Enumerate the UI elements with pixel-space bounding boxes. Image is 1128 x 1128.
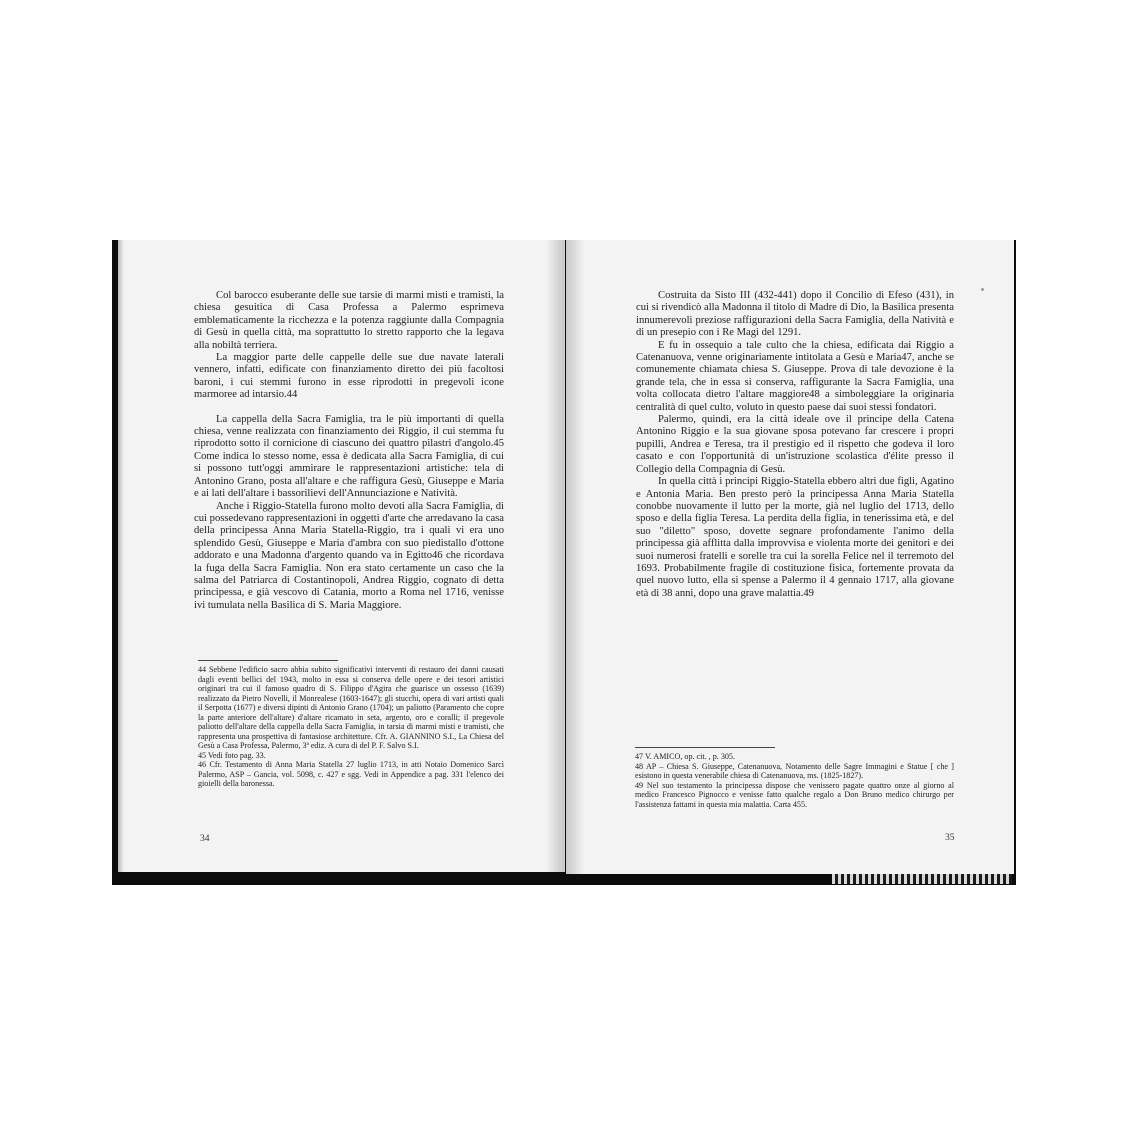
left-page	[118, 240, 565, 872]
left-footnotes	[198, 665, 504, 789]
gutter-shadow	[566, 240, 584, 874]
footnote: 46 Cfr. Testamento di Anna Maria Statella 27 luglio 1713, in atti Notaio Domenico Sarcì Palermo, ASP – Gancia, vol. 5098, c. 427 e sgg. Vedi in Appendice a pag. 331 l'elenco dei gioielli della baronessa.	[198, 760, 504, 788]
paragraph: Anche i Riggio-Statella furono molto devoti alla Sacra Famiglia, di cui possedevano rappresentazioni in oggetti d'arte che arredavano la casa della principessa Anna Maria Statella-Riggio, tra i quali vi era uno splendido Gesù, Giuseppe e Maria d'ambra con suo piedistallo d'ottone addorato e una Madonna d'argento quando va in Egitto46 che ricordava la fuga della Sacra Famiglia. Non era stato certamente un caso che la salma del Patriarca di Costantinopoli, Andrea Riggio, cognato di detta principessa, e già vescovo di Catania, morto a Roma nel 1716, venisse ivi tumulata nella Basilica di S. Maria Maggiore.	[194, 500, 504, 611]
paragraph: La maggior parte delle cappelle delle sue due navate laterali vennero, infatti, edificate con finanziamento diretto dei più facoltosi baroni, i cui stemmi furono in esse riprodotti in pregevoli icone marmoree ad intarsio.44	[194, 352, 504, 401]
paragraph: E fu in ossequio a tale culto che la chiesa, edificata dai Riggio a Catenanuova, venne originariamente intitolata a Gesù e Maria47, anche se comunemente chiamata chiesa S. Giuseppe. Prova di tale devozione è la grande tela, che in essa si conserva, raffigurante la Sacra Famiglia, una volta collocata dietro l'altare maggiore48 a simboleggiare la originaria centralità di quel culto, voluto in questo paese dai suoi stessi fondatori.	[636, 339, 954, 413]
footnote: 47 V. AMICO, op. cit. , p. 305.	[635, 752, 735, 761]
page-edge-shadow	[118, 240, 124, 872]
gutter-shadow	[546, 240, 564, 872]
paragraph: Col barocco esuberante delle sue tarsie di marmi misti e tramisti, la chiesa gesuitica di Casa Professa a Palermo esprimeva emblematicamente la ricchezza e la potenza raggiunte dalla Compagnia di Gesù in quella città, ma soprattutto lo stretto rapporto che la legava alla nobiltà terriera.	[194, 290, 504, 351]
footnote: 44 Sebbene l'edificio sacro abbia subito significativi interventi di restauro dei danni causati dagli eventi bellici del 1943, molto in essa si conserva delle opere e dei tesori artistici originari tra cui il famoso quadro di S. Filippo d'Agira che guarisce un ossesso (1639) realizzato da Pietro Novelli, il Monrealese (1603-1647); gli stucchi, opera di vari artisti quali il Serpotta (1677) e diversi dipinti di Antonio Grano (1704); un paliotto (Paramento che copre la parte anteriore dell'altare) d'altare ricamato in seta, argento, oro e coralli; il pregevole paliotto dell'altare della cappella della Sacra Famiglia, in tarsia di marmi misti e tramisti, che rappresenta una prospettiva di fantasiose architetture. Cfr. A. GIANNINO S.I., La Chiesa del Gesù a Casa Professa, Palermo, 3ª ediz. A cura di del P. F. Salvo S.I.	[198, 665, 504, 750]
paragraph: La cappella della Sacra Famiglia, tra le più importanti di quella chiesa, venne realizzata con finanziamento dei Riggio, il cui stemma fu riprodotto sotto il cornicione di ciascuno dei quattro pilastri d'angolo.45 Come indica lo stesso nome, essa è dedicata alla Sacra Famiglia, di cui si possono tutt'oggi ammirare le rappresentazioni artistiche: tela di Antonino Grano, posta all'altare e che raffigura Gesù, Giuseppe e Maria e ai lati dell'altare i bassorilievi dell'Annunciazione e Natività.	[194, 413, 504, 500]
footnote: 45 Vedi foto pag. 33.	[198, 750, 266, 760]
paragraph: In quella città i principi Riggio-Statella ebbero altri due figli, Agatino e Antonia Maria. Ben presto però la principessa Anna Maria Statella conobbe nuovamente il lutto per la morte, già nel luglio del 1713, dello sposo e della figlia Teresa. La perdita della figlia, in tenerissima età, e del suo "diletto" sposo, dovette segnare profondamente l'animo della principessa già afflitta dalla improvvisa e violenta morte dei genitori e dei suoi numerosi fratelli e sorelle tra cui la sorella Felice nel il terremoto del 1693. Probabilmente fragile di costituzione fisica, fortemente provata da quel nuovo lutto, ella si spense a Palermo il 4 gennaio 1717, alla giovane età di 38 anni, dopo una grave malattia.49	[636, 476, 954, 599]
footnote: 49 Nel suo testamento la principessa dispose che venissero pagate quattro onze al giorno al medico Francesco Pignocco e venisse fatto qualche regalo a Don Bruno medico chirurgo per l'assistenza fattami in questa mia malattia. Carta 455.	[635, 780, 954, 809]
right-page	[566, 240, 1014, 874]
page-number-left: 34	[200, 834, 210, 844]
scanned-book-spread	[112, 240, 1016, 885]
scan-speck	[981, 288, 984, 291]
footnote: 48 AP – Chiesa S. Giuseppe, Catenanuova, Notamento delle Sagre Immagini e Statue [ che ] esistono in questa venerabile chiesa di Catenanuova, ms. (1825-1827).	[635, 761, 954, 780]
footnote-rule	[198, 660, 338, 661]
footnote-rule	[635, 747, 775, 748]
page-number-right: 35	[945, 833, 955, 843]
scanner-edge-stripes	[832, 874, 1012, 884]
right-footnotes	[635, 752, 954, 809]
left-body-text	[194, 290, 504, 612]
paragraph: Palermo, quindi, era la città ideale ove il principe della Catena Antonino Riggio e la sua giovane sposa potevano far crescere i propri pupilli, Andrea e Teresa, tra il prestigio ed il rispetto che godeva il loro casato e con l'opportunità di un'istruzione scolastica d'élite presso il Collegio della Compagnia di Gesù.	[636, 414, 954, 475]
right-body-text	[636, 290, 954, 600]
paragraph: Costruita da Sisto III (432-441) dopo il Concilio di Efeso (431), in cui si rivendicò alla Madonna il titolo di Madre di Dio, la Basilica presenta innumerevoli preziose raffigurazioni della Sacra Famiglia, della Natività e di un presepio con i Re Magi del 1291.	[636, 290, 954, 339]
